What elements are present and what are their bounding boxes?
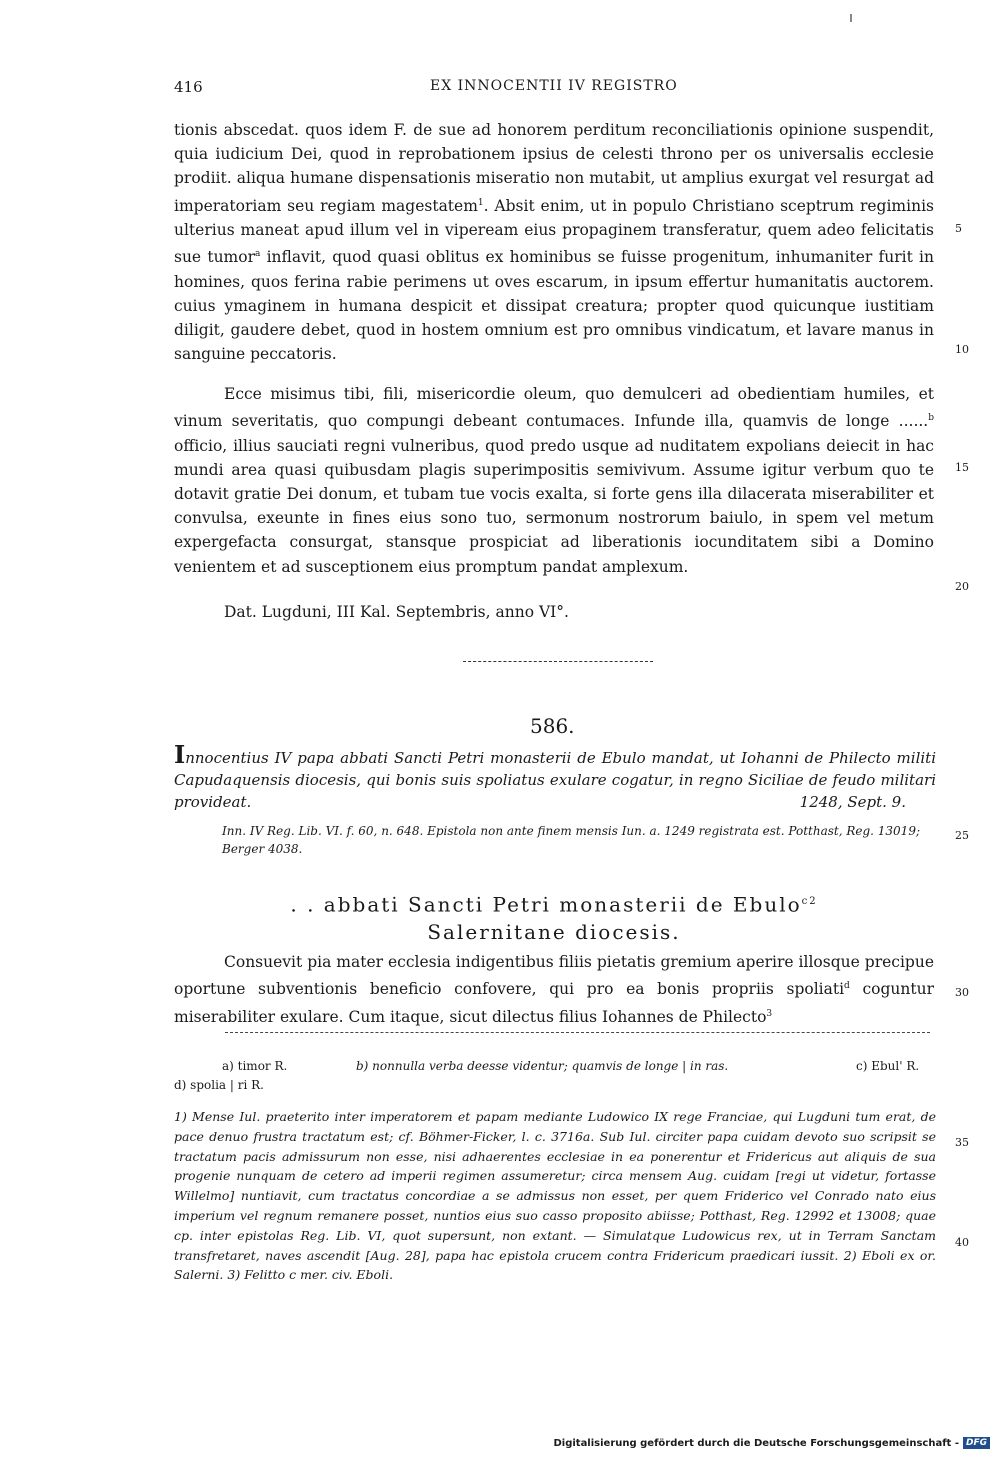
line-number: 40 bbox=[955, 1236, 969, 1249]
paragraph-1-text: tionis abscedat. quos idem F. de sue ad honorem perditum reconciliationis opinione suspendit, quia iudicium Dei, quod in reprobationem ipsius de celesti throno per os universalis ecclesie prodiit. aliqua humane dispensationis miseratio non mutabit, ut amplius exurgat vel resurgat ad imperatoriam seu regiam magestatem bbox=[174, 121, 934, 215]
variant-notes bbox=[174, 1057, 936, 1095]
digitization-credit bbox=[553, 1437, 990, 1449]
variant-note-a: a) timor R. bbox=[222, 1059, 288, 1073]
dating-clause-text: Dat. Lugduni, III Kal. Septembris, anno VI°. bbox=[224, 603, 569, 621]
footnote-ref-3: 3 bbox=[766, 1008, 773, 1019]
document-number: 586. bbox=[530, 714, 575, 738]
line-number: 10 bbox=[955, 343, 969, 356]
footnote-2: 2) Eboli ex or. Salerni. bbox=[174, 1247, 936, 1283]
line-number: 15 bbox=[955, 461, 969, 474]
line-number: 35 bbox=[955, 1136, 969, 1149]
variant-note-c: c) Ebul' R. bbox=[856, 1059, 920, 1073]
page-number: 416 bbox=[174, 78, 203, 96]
paragraph-2-text-b: officio, illius sauciati regni vulneribus, quod predo usque ad nuditatem expolians deiecit in hac mundi area quasi quibusdam plagis superimpositis semivivum. Assume igitur verbum quo te dotavit gratie Dei donum, et tubam tue vocis exalta, si forte gens illa dilacerata miserabiliter et convulsa, exeunte in fines eius sono tuo, sermonum nostrorum baiulo, in spem vel metum expergefacta consurgat, stansque prospiciat ad liberationis iocunditatem sibi a Domino venientem et ad susceptionem eius promptum pandat amplexum. bbox=[174, 436, 934, 576]
address-line-2: Salernitane diocesis. bbox=[427, 919, 681, 944]
paragraph-1-text-c: inflavit, quod quasi oblitus ex hominibus se fuisse progenitum, inhumaniter furit in homines, quos ferina rabie perimens ut oves escarum, in ipsum effertur humanitatis auctorem. cuius ymaginem in humana despicit et dissipat creatura; propter quod quicunque iustitiam diligit, gaudere debet, quod in hostem omnium est pro omnibus vindicatum, et lavare manus in sanguine peccatoris. bbox=[174, 248, 934, 364]
variant-ref-d: d bbox=[844, 981, 850, 992]
line-number: 20 bbox=[955, 580, 969, 593]
paragraph-1 bbox=[174, 118, 934, 366]
footnotes bbox=[174, 1107, 936, 1285]
footnote-ref-1: 1 bbox=[477, 197, 484, 208]
regest-date: 1248, Sept. 9. bbox=[799, 793, 906, 811]
letter-body-text: Consuevit pia mater ecclesia indigentibus filiis pietatis gremium aperire illosque precipue oportune subventionis beneficio confovere, qui pro ea bonis propriis spoliati bbox=[174, 953, 934, 999]
sources-note: Inn. IV Reg. Lib. VI. f. 60, n. 648. Epistola non ante finem mensis Iun. a. 1249 registrata est. Potthast, Reg. 13019; Berger 4038. bbox=[222, 824, 920, 856]
credit-text: Digitalisierung gefördert durch die Deutsche Forschungsgemeinschaft - bbox=[553, 1437, 959, 1449]
address-refs: c2 bbox=[801, 896, 818, 907]
address-line-1: . . abbati Sancti Petri monasterii de Ebulo bbox=[290, 892, 802, 917]
notes-divider bbox=[225, 1032, 930, 1033]
variant-ref-b: b bbox=[928, 413, 934, 424]
footnote-1: 1) Mense Iul. praeterito inter imperatorem et papam mediante Ludowico IX rege Franciae, qui Lugduni tum erat, de pace denuo frustra tractatum est; cf. Böhmer-Ficker, l. c. 3716a. Sub Iul. circiter papa cuidam devoto suo scripsit se tractatum pacis admissurum non esse, nisi adhaerentes ecclesiae in ea ponerentur et Fridericus aut aliquis de sua progenie nunquam de cetero ad imperii regimen assumeretur; circa mensem Aug. cuidam [regi ut videtur, fortasse Willelmo] nuntiavit, cum tractatus concordiae a se admissus non esset, per quem Friderico vel Conrado nato eius imperium vel regnum remanere posset, nuntios eius suo casso proposito abiisse; Potthast, Reg. 12992 et 13008; quae cp. inter epistolas Reg. Lib. VI, quot supersunt, non extant. — Simulatque Ludowicus rex, ut in Terram Sanctam transfretaret, naves ascendit [Aug. 28], papa hac epistola crucem contra Fridericum praedicari iussit. bbox=[174, 1109, 936, 1263]
paragraph-1-text-b: . Absit enim, ut in populo Christiano sceptrum regiminis ulterius maneat apud illum vel in vipeream eius propaginem transferatur, quem adeo felicitatis sue tumor bbox=[174, 196, 934, 267]
dating-clause bbox=[174, 600, 934, 624]
address bbox=[174, 888, 934, 946]
line-number: 30 bbox=[955, 986, 969, 999]
running-title: EX INNOCENTII IV REGISTRO bbox=[430, 78, 678, 94]
scan-mark bbox=[850, 14, 852, 22]
letter-body-text-b: coguntur miserabiliter exulare. Cum itaque, sicut dilectus filius Iohannes de Philecto bbox=[174, 980, 934, 1026]
paragraph-2-text: Ecce misimus tibi, fili, misericordie oleum, quo demulceri ad obedientiam humiles, et vinum severitatis, quo compungi debeant contumaces. Infunde illa, quamvis de longe ...... bbox=[174, 385, 934, 431]
line-number: 5 bbox=[955, 222, 962, 235]
variant-note-b: b) nonnulla verba deesse videntur; quamvis de longe | in ras. bbox=[356, 1059, 729, 1073]
paragraph-2 bbox=[174, 382, 934, 579]
letter-body bbox=[174, 950, 934, 1029]
variant-note-d: d) spolia | ri R. bbox=[174, 1078, 264, 1092]
regest-initial: I bbox=[174, 740, 186, 769]
variant-ref-a: a bbox=[255, 249, 261, 260]
dfg-logo-icon: DFG bbox=[963, 1437, 990, 1449]
line-number: 25 bbox=[955, 829, 969, 842]
regest bbox=[174, 740, 936, 813]
section-divider bbox=[463, 661, 653, 662]
footnote-3: 3) Felitto c mer. civ. Eboli. bbox=[227, 1267, 394, 1283]
regest-text: nnocentius IV papa abbati Sancti Petri monasterii de Ebulo mandat, ut Iohanni de Philecto militi Capudaquensis diocesis, qui bonis suis spoliatus exulare cogatur, in regno Siciliae de feudo militari provideat. bbox=[174, 749, 936, 811]
